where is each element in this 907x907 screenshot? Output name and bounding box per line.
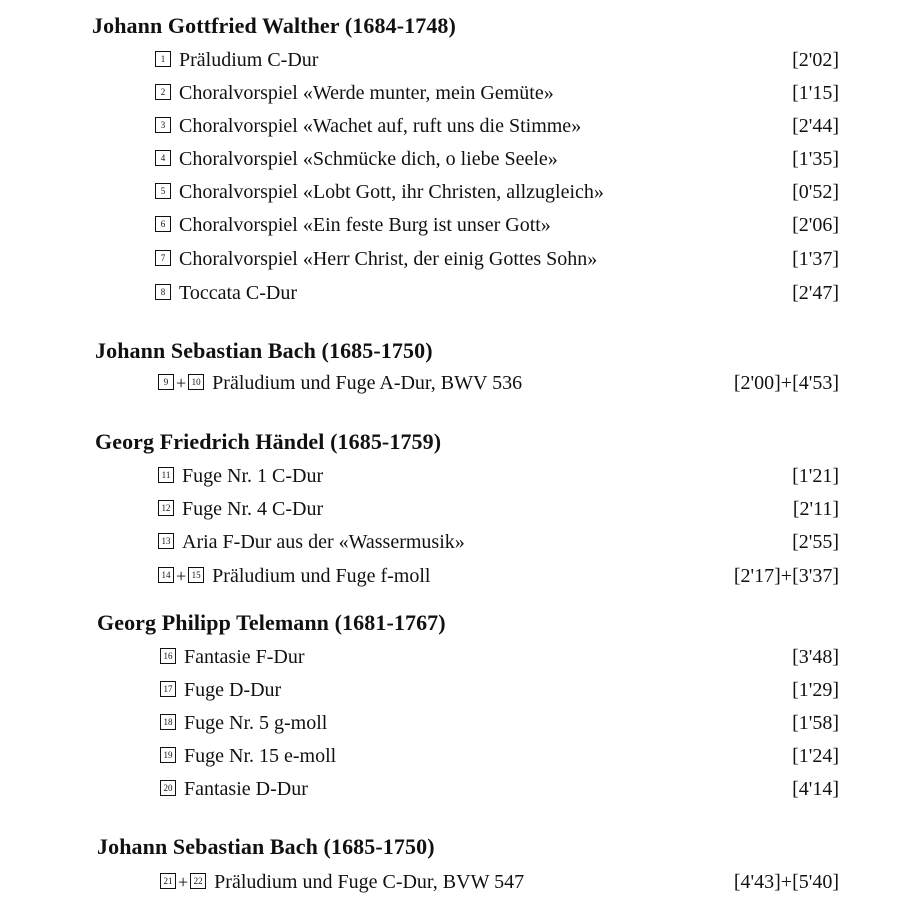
track-title: Choralvorspiel «Lobt Gott, ihr Christen, allzugleich»: [179, 181, 604, 203]
composer-heading: Johann Gottfried Walther (1684-1748): [92, 13, 456, 38]
track-row: [158, 564, 430, 588]
plus-sign: +: [178, 872, 189, 892]
track-row: [155, 281, 297, 305]
track-number-box: 5: [155, 183, 171, 199]
track-number-box: 10: [188, 374, 204, 390]
track-duration: [4'43]+[5'40]: [733, 871, 839, 893]
track-number-box: 6: [155, 216, 171, 232]
track-title: Präludium und Fuge A-Dur, BWV 536: [212, 372, 523, 394]
track-number: [155, 52, 171, 68]
track-number-box: 14: [158, 567, 174, 583]
track-number-box: 16: [160, 648, 176, 664]
track-duration: [1'29]: [792, 679, 839, 701]
track-title: Aria F-Dur aus der «Wassermusik»: [182, 531, 465, 553]
track-duration: [2'06]: [792, 214, 839, 236]
track-duration: [1'24]: [792, 745, 839, 767]
track-title: Präludium und Fuge C-Dur, BVW 547: [214, 871, 525, 893]
track-title: Choralvorspiel «Werde munter, mein Gemüte»: [179, 82, 554, 104]
track-number: [158, 501, 174, 517]
track-number-box: 19: [160, 747, 176, 763]
track-row: [160, 678, 281, 702]
track-row: [160, 645, 305, 669]
track-row: [158, 464, 323, 488]
track-number-box: 8: [155, 284, 171, 300]
track-duration: [2'47]: [792, 282, 839, 304]
track-number-box: 1: [155, 51, 171, 67]
composer-heading: Georg Friedrich Händel (1685-1759): [95, 429, 442, 454]
track-number: [155, 118, 171, 134]
track-number-box: 17: [160, 681, 176, 697]
track-number: [160, 748, 176, 764]
track-number: [155, 251, 171, 267]
track-title: Fantasie D-Dur: [184, 778, 308, 800]
track-number-box: 9: [158, 374, 174, 390]
track-duration: [2'00]+[4'53]: [733, 372, 839, 394]
track-title: Fuge Nr. 15 e-moll: [184, 745, 337, 767]
composer-heading: Johann Sebastian Bach (1685-1750): [97, 834, 435, 859]
track-number-box: 12: [158, 500, 174, 516]
track-number: [158, 468, 174, 484]
track-title: Präludium und Fuge f-moll: [212, 565, 431, 587]
plus-sign: +: [176, 373, 187, 393]
track-number: [155, 217, 171, 233]
track-row: [158, 497, 323, 521]
track-number: [160, 682, 176, 698]
track-number-box: 13: [158, 533, 174, 549]
track-duration: [2'11]: [792, 498, 839, 520]
track-title: Choralvorspiel «Ein feste Burg ist unser Gott»: [179, 214, 551, 236]
track-title: Fuge Nr. 4 C-Dur: [182, 498, 324, 520]
track-title: Choralvorspiel «Wachet auf, ruft uns die Stimme»: [179, 115, 582, 137]
track-number-box: 21: [160, 873, 176, 889]
track-number: [155, 184, 171, 200]
track-row: [155, 114, 581, 138]
track-row: [158, 371, 522, 395]
track-number-box: 11: [158, 467, 174, 483]
track-row: [160, 744, 336, 768]
track-title: Präludium C-Dur: [179, 49, 319, 71]
track-number: [158, 564, 204, 588]
track-number-box: 22: [190, 873, 206, 889]
track-row: [158, 530, 465, 554]
track-row: [155, 180, 604, 204]
track-duration: [1'21]: [792, 465, 839, 487]
track-number-box: 4: [155, 150, 171, 166]
track-number-box: 15: [188, 567, 204, 583]
track-number-box: 18: [160, 714, 176, 730]
track-number-box: 2: [155, 84, 171, 100]
track-number: [155, 151, 171, 167]
track-duration: [0'52]: [792, 181, 839, 203]
track-duration: [2'02]: [792, 49, 839, 71]
track-duration: [1'35]: [792, 148, 839, 170]
track-number-box: 3: [155, 117, 171, 133]
track-number-box: 7: [155, 250, 171, 266]
track-duration: [3'48]: [792, 646, 839, 668]
track-duration: [1'15]: [792, 82, 839, 104]
track-row: [155, 147, 558, 171]
composer-heading: Georg Philipp Telemann (1681-1767): [97, 610, 446, 635]
track-title: Fantasie F-Dur: [184, 646, 305, 668]
track-number-box: 20: [160, 780, 176, 796]
track-row: [155, 81, 554, 105]
track-number: [160, 649, 176, 665]
track-row: [155, 48, 318, 72]
track-row: [155, 213, 551, 237]
composer-heading: Johann Sebastian Bach (1685-1750): [95, 338, 433, 363]
track-number: [158, 371, 204, 395]
track-row: [160, 777, 308, 801]
track-row: [160, 870, 524, 894]
track-duration: [1'37]: [792, 248, 839, 270]
track-row: [160, 711, 327, 735]
track-number: [155, 285, 171, 301]
track-title: Fuge D-Dur: [184, 679, 282, 701]
track-duration: [4'14]: [792, 778, 839, 800]
track-title: Choralvorspiel «Schmücke dich, o liebe Seele»: [179, 148, 558, 170]
track-title: Fuge Nr. 1 C-Dur: [182, 465, 324, 487]
track-duration: [2'44]: [792, 115, 839, 137]
track-number: [155, 85, 171, 101]
track-title: Choralvorspiel «Herr Christ, der einig Gottes Sohn»: [179, 248, 598, 270]
track-number: [160, 715, 176, 731]
track-duration: [1'58]: [792, 712, 839, 734]
track-title: Toccata C-Dur: [179, 282, 297, 304]
plus-sign: +: [176, 566, 187, 586]
track-number: [160, 870, 206, 894]
track-duration: [2'55]: [792, 531, 839, 553]
track-row: [155, 247, 597, 271]
track-number: [158, 534, 174, 550]
track-number: [160, 781, 176, 797]
track-duration: [2'17]+[3'37]: [733, 565, 839, 587]
track-title: Fuge Nr. 5 g-moll: [184, 712, 328, 734]
